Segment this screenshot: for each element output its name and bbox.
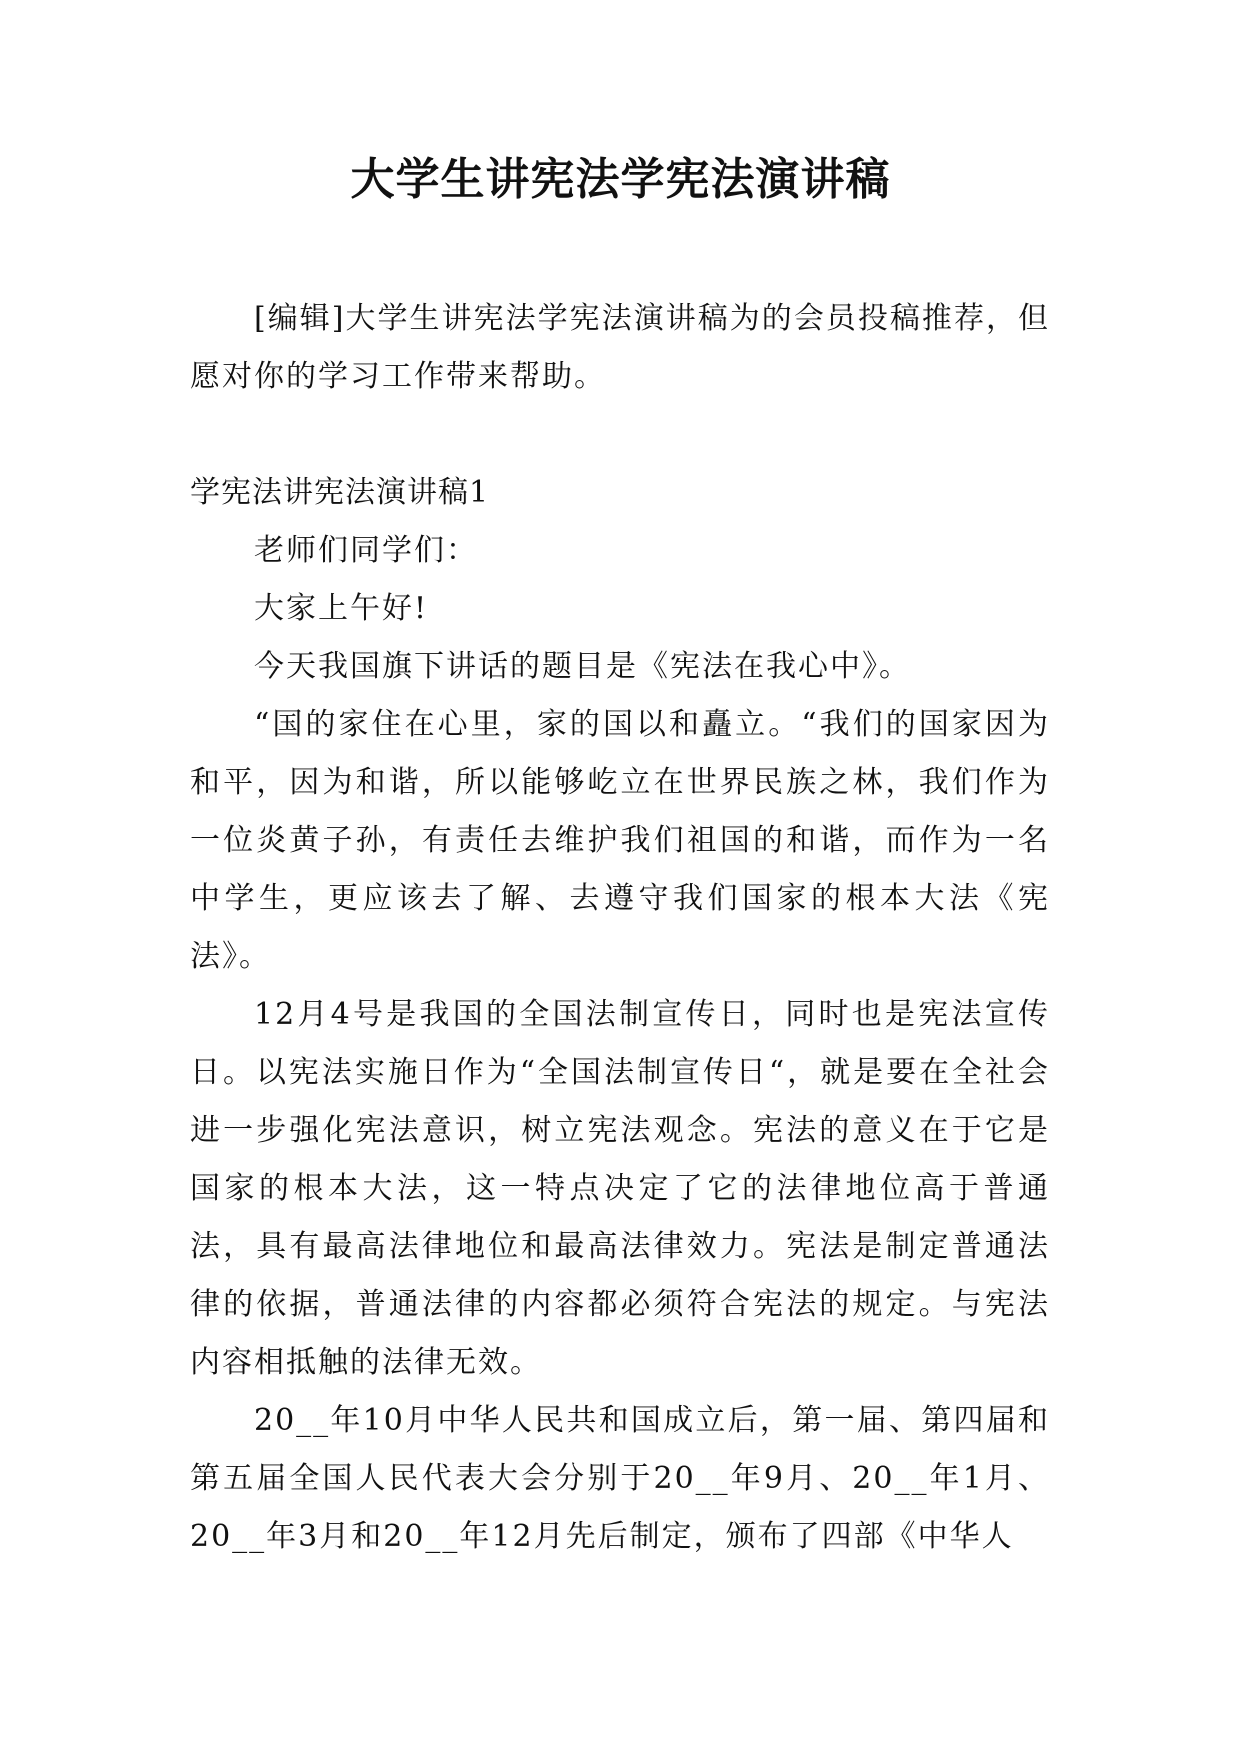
page-title: 大学生讲宪法学宪法演讲稿 [350, 154, 891, 205]
section-heading: 学宪法讲宪法演讲稿1 [190, 475, 490, 510]
greeting-paragraph: 大家上午好! [254, 591, 429, 626]
body-paragraph: “国的家住在心里，家的国以和矗立。“我们的国家因为和平，因为和谐，所以能够屹立在世界民族之林，我们作为一位炎黄子孙，有责任去维护我们祖国的和谐，而作为一名中学生，更应该去了解、去遵守我们国家的根本大法《宪法》。 [190, 707, 1050, 974]
salutation-paragraph: 老师们同学们： [254, 533, 478, 568]
body-paragraph: 20__年10月中华人民共和国成立后，第一届、第四届和第五届全国人民代表大会分别于20__年9月、20__年1月、20__年3月和20__年12月先后制定，颁布了四部《中华人 [190, 1403, 1050, 1554]
body-paragraph: 12月4号是我国的全国法制宣传日，同时也是宪法宣传日。以宪法实施日作为“全国法制宣传日“，就是要在全社会进一步强化宪法意识，树立宪法观念。宪法的意义在于它是国家的根本大法，这一特点决定了它的法律地位高于普通法，具有最高法律地位和最高法律效力。宪法是制定普通法律的依据，普通法律的内容都必须符合宪法的规定。与宪法内容相抵触的法律无效。 [190, 997, 1050, 1380]
document-body [190, 290, 1050, 1566]
intro-paragraph: [编辑]大学生讲宪法学宪法演讲稿为的会员投稿推荐，但愿对你的学习工作带来帮助。 [190, 301, 1050, 394]
topic-paragraph: 今天我国旗下讲话的题目是《宪法在我心中》。 [254, 649, 911, 684]
